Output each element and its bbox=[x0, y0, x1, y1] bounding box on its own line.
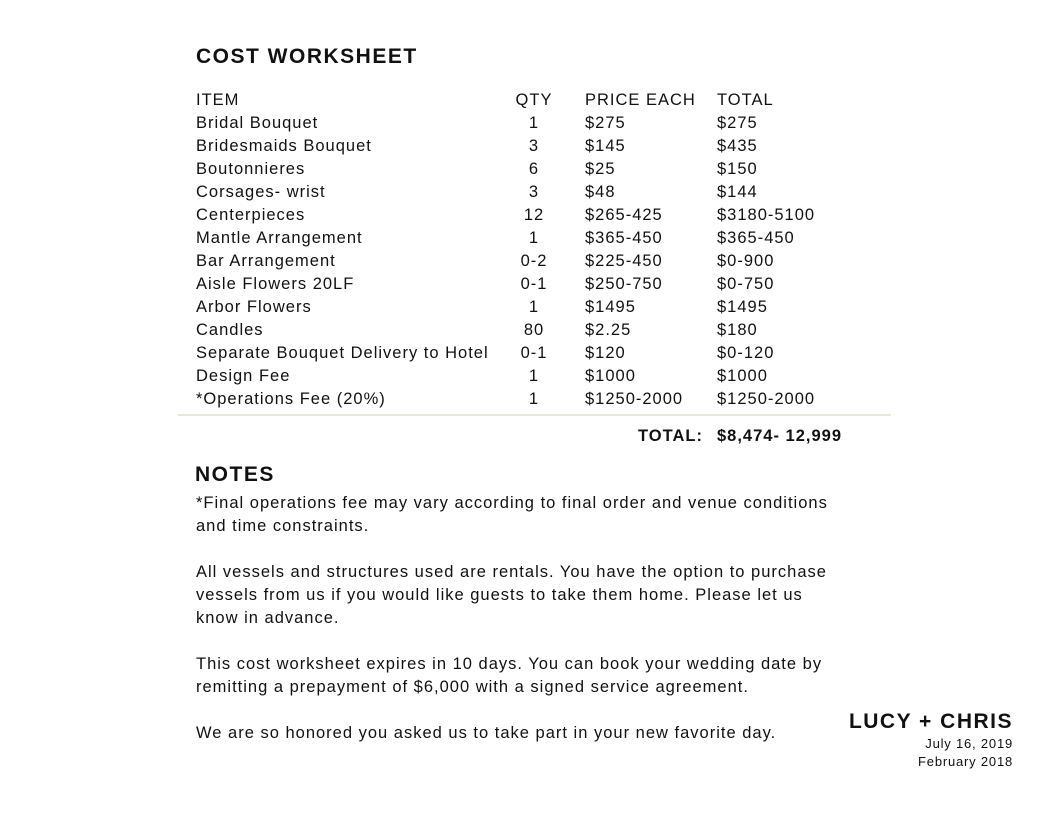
table-row bbox=[196, 112, 896, 135]
row-qty: 1 bbox=[528, 114, 540, 132]
notes-heading: NOTES bbox=[195, 463, 275, 486]
row-item: Separate Bouquet Delivery to Hotel bbox=[196, 344, 489, 362]
row-total: $435 bbox=[717, 137, 758, 155]
signature-block bbox=[849, 709, 1013, 771]
table-row bbox=[196, 388, 896, 411]
header-total: TOTAL bbox=[717, 91, 774, 109]
header-item: ITEM bbox=[196, 91, 240, 109]
table-row bbox=[196, 273, 896, 296]
row-price: $25 bbox=[585, 160, 616, 178]
row-item: Aisle Flowers 20LF bbox=[196, 275, 355, 293]
row-price: $48 bbox=[585, 183, 616, 201]
row-price: $1495 bbox=[585, 298, 636, 316]
row-price: $120 bbox=[585, 344, 626, 362]
row-qty: 6 bbox=[528, 160, 540, 178]
page-title: COST WORKSHEET bbox=[196, 45, 418, 68]
row-total: $180 bbox=[717, 321, 758, 339]
row-item: Design Fee bbox=[196, 367, 291, 385]
row-total: $150 bbox=[717, 160, 758, 178]
couple-names: LUCY + CHRIS bbox=[848, 710, 1013, 733]
row-item: Boutonnieres bbox=[196, 160, 306, 178]
row-price: $265-425 bbox=[585, 206, 663, 224]
row-item: Candles bbox=[196, 321, 264, 339]
row-qty: 0-1 bbox=[520, 275, 548, 293]
row-qty: 80 bbox=[523, 321, 545, 339]
row-qty: 0-2 bbox=[520, 252, 548, 270]
table-row bbox=[196, 296, 896, 319]
row-qty: 1 bbox=[528, 367, 540, 385]
issue-date: February 2018 bbox=[918, 754, 1013, 769]
row-item: Centerpieces bbox=[196, 206, 306, 224]
row-item: Bar Arrangement bbox=[196, 252, 336, 270]
row-total: $1250-2000 bbox=[717, 390, 816, 408]
grand-total-label: TOTAL: bbox=[638, 427, 703, 445]
header-price: PRICE EACH bbox=[585, 91, 696, 109]
table-row bbox=[196, 365, 896, 388]
row-item: Bridal Bouquet bbox=[196, 114, 319, 132]
table-row bbox=[196, 319, 896, 342]
row-qty: 1 bbox=[528, 298, 540, 316]
row-total: $0-900 bbox=[717, 252, 775, 270]
row-qty: 1 bbox=[528, 390, 540, 408]
table-row bbox=[196, 181, 896, 204]
grand-total-value: $8,474- 12,999 bbox=[717, 427, 843, 445]
row-price: $1000 bbox=[585, 367, 636, 385]
row-price: $275 bbox=[585, 114, 626, 132]
table-row bbox=[196, 342, 896, 365]
row-total: $0-120 bbox=[717, 344, 775, 362]
row-total: $365-450 bbox=[717, 229, 795, 247]
row-qty: 12 bbox=[523, 206, 545, 224]
row-price: $2.25 bbox=[585, 321, 632, 339]
note-paragraph: This cost worksheet expires in 10 days. You can book your wedding date by remitting a prepayment of $6,000 with a signed service agreement. bbox=[196, 655, 823, 696]
row-item: Mantle Arrangement bbox=[196, 229, 363, 247]
cost-table bbox=[196, 89, 896, 411]
row-total: $1495 bbox=[717, 298, 768, 316]
table-row bbox=[196, 204, 896, 227]
row-item: Arbor Flowers bbox=[196, 298, 312, 316]
row-price: $1250-2000 bbox=[585, 390, 684, 408]
row-price: $250-750 bbox=[585, 275, 663, 293]
row-item: Bridesmaids Bouquet bbox=[196, 137, 372, 155]
note-paragraph: We are so honored you asked us to take part in your new favorite day. bbox=[196, 724, 777, 742]
row-item: Corsages- wrist bbox=[196, 183, 326, 201]
note-paragraph: *Final operations fee may vary according to final order and venue conditions and time constraints. bbox=[196, 494, 828, 535]
row-price: $225-450 bbox=[585, 252, 663, 270]
notes-body bbox=[196, 492, 836, 768]
event-date: July 16, 2019 bbox=[925, 736, 1013, 751]
row-price: $365-450 bbox=[585, 229, 663, 247]
row-qty: 0-1 bbox=[520, 344, 548, 362]
table-row bbox=[196, 135, 896, 158]
note-paragraph: All vessels and structures used are rentals. You have the option to purchase vessels from us if you would like guests to take them home. Please let us know in advance. bbox=[196, 563, 827, 627]
table-row bbox=[196, 227, 896, 250]
row-total: $275 bbox=[717, 114, 758, 132]
row-qty: 3 bbox=[528, 137, 540, 155]
row-item: *Operations Fee (20%) bbox=[196, 390, 386, 408]
row-total: $0-750 bbox=[717, 275, 775, 293]
row-total: $144 bbox=[717, 183, 758, 201]
table-row bbox=[196, 158, 896, 181]
row-qty: 1 bbox=[528, 229, 540, 247]
table-row bbox=[196, 250, 896, 273]
table-divider bbox=[178, 414, 891, 416]
table-header-row bbox=[196, 89, 896, 112]
header-qty: QTY bbox=[515, 91, 553, 109]
table-body bbox=[196, 112, 896, 411]
row-price: $145 bbox=[585, 137, 626, 155]
row-total: $3180-5100 bbox=[717, 206, 816, 224]
row-qty: 3 bbox=[528, 183, 540, 201]
row-total: $1000 bbox=[717, 367, 768, 385]
